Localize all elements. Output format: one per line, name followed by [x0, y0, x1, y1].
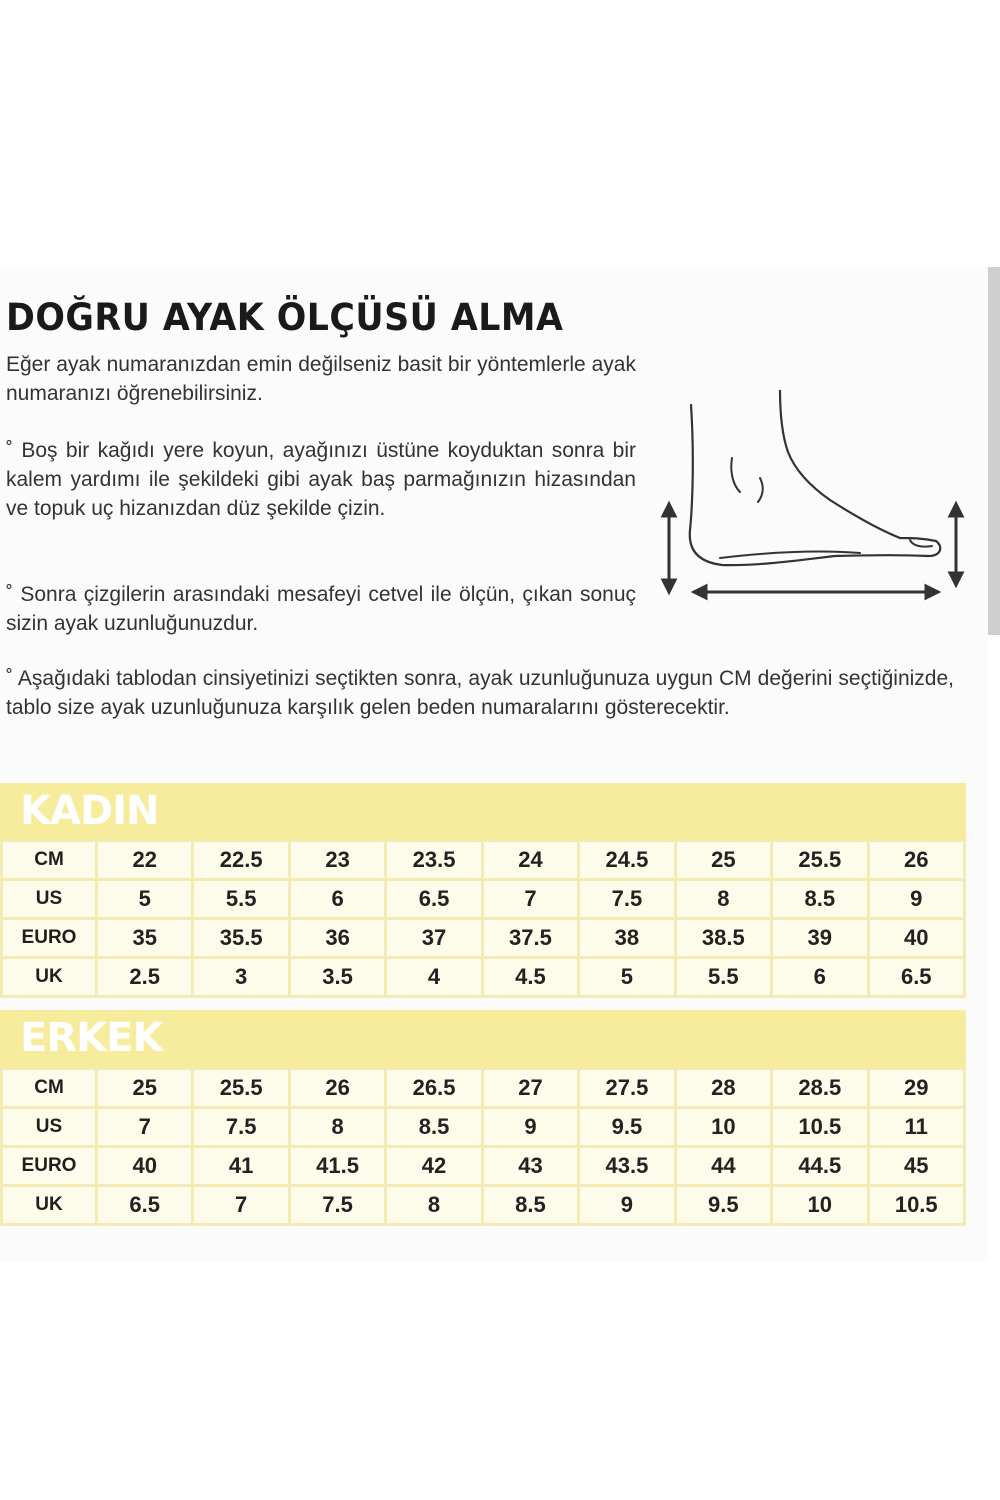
- table-cell: 41: [194, 1148, 287, 1184]
- table-cell: 6.5: [387, 881, 480, 917]
- table-cell: 9: [580, 1187, 673, 1223]
- table-cell: 38.5: [677, 920, 770, 956]
- vertical-arrow-icon: [950, 504, 962, 585]
- table-cell: 8: [677, 881, 770, 917]
- table-cell: 10: [677, 1109, 770, 1145]
- row-header: CM: [3, 1070, 95, 1106]
- table-cell: 6.5: [870, 959, 964, 995]
- row-header: EURO: [3, 920, 95, 956]
- vertical-arrow-icon: [663, 504, 675, 592]
- table-row: [3, 959, 963, 995]
- table-cell: 24.5: [580, 842, 673, 878]
- table-cell: 28: [677, 1070, 770, 1106]
- table-cell: 25.5: [773, 842, 866, 878]
- row-header: US: [3, 881, 95, 917]
- table-cell: 36: [291, 920, 384, 956]
- size-tables: [0, 783, 966, 1226]
- table-cell: 3.5: [291, 959, 384, 995]
- section-title: ERKEK: [20, 1015, 163, 1061]
- table-cell: 9.5: [677, 1187, 770, 1223]
- table-cell: 25.5: [194, 1070, 287, 1106]
- table-cell: 2.5: [98, 959, 191, 995]
- size-table-erkek: [0, 1067, 966, 1226]
- foot-measure-illustration: [660, 390, 972, 605]
- table-cell: 24: [484, 842, 577, 878]
- table-cell: 45: [870, 1148, 964, 1184]
- table-cell: 6: [291, 881, 384, 917]
- table-cell: 8: [387, 1187, 480, 1223]
- table-cell: 9.5: [580, 1109, 673, 1145]
- table-cell: 37: [387, 920, 480, 956]
- table-cell: 4: [387, 959, 480, 995]
- intro-text: Eğer ayak numaranızdan emin değilseniz basit bir yöntemlerle ayak numaranızı öğrenebilirsiniz.: [6, 353, 636, 405]
- table-cell: 9: [484, 1109, 577, 1145]
- table-cell: 44.5: [773, 1148, 866, 1184]
- table-cell: 7.5: [194, 1109, 287, 1145]
- table-row: [3, 881, 963, 917]
- table-cell: 27.5: [580, 1070, 673, 1106]
- table-cell: 22: [98, 842, 191, 878]
- table-cell: 43.5: [580, 1148, 673, 1184]
- table-cell: 11: [870, 1109, 964, 1145]
- row-header: CM: [3, 842, 95, 878]
- table-cell: 7: [484, 881, 577, 917]
- table-cell: 5.5: [194, 881, 287, 917]
- table-cell: 5.5: [677, 959, 770, 995]
- row-header: EURO: [3, 1148, 95, 1184]
- table-cell: 27: [484, 1070, 577, 1106]
- table-row: [3, 1109, 963, 1145]
- table-cell: 10: [773, 1187, 866, 1223]
- table-row: [3, 842, 963, 878]
- table-cell: 40: [870, 920, 964, 956]
- page-title: DOĞRU AYAK ÖLÇÜSÜ ALMA: [6, 296, 564, 339]
- table-row: [3, 1187, 963, 1223]
- scrollbar[interactable]: [988, 267, 1000, 635]
- table-cell: 23.5: [387, 842, 480, 878]
- table-cell: 26.5: [387, 1070, 480, 1106]
- table-cell: 42: [387, 1148, 480, 1184]
- section-header-kadin: [0, 783, 966, 839]
- table-cell: 6.5: [98, 1187, 191, 1223]
- table-cell: 7: [194, 1187, 287, 1223]
- table-cell: 7.5: [580, 881, 673, 917]
- table-row: [3, 1070, 963, 1106]
- table-cell: 25: [98, 1070, 191, 1106]
- table-cell: 38: [580, 920, 673, 956]
- section-header-erkek: [0, 1010, 966, 1067]
- table-cell: 5: [580, 959, 673, 995]
- table-cell: 7.5: [291, 1187, 384, 1223]
- instruction-step-2: ˚ Sonra çizgilerin arasındaki mesafeyi cetvel ile ölçün, çıkan sonuç sizin ayak uzunluğunuzdur.: [6, 583, 636, 635]
- row-header: UK: [3, 1187, 95, 1223]
- table-cell: 37.5: [484, 920, 577, 956]
- table-cell: 23: [291, 842, 384, 878]
- table-cell: 8.5: [387, 1109, 480, 1145]
- table-row: [3, 1148, 963, 1184]
- table-cell: 26: [870, 842, 964, 878]
- table-cell: 8: [291, 1109, 384, 1145]
- horizontal-arrow-icon: [694, 586, 938, 598]
- table-cell: 35.5: [194, 920, 287, 956]
- instruction-step-3: ˚ Aşağıdaki tablodan cinsiyetinizi seçtikten sonra, ayak uzunluğunuza uygun CM değerini seçtiğinizde, tablo size ayak uzunluğunuza karşılık gelen beden numaralarını gösterecektir.: [6, 667, 954, 719]
- table-cell: 3: [194, 959, 287, 995]
- row-header: UK: [3, 959, 95, 995]
- table-cell: 7: [98, 1109, 191, 1145]
- instruction-step-1: ˚ Boş bir kağıdı yere koyun, ayağınızı üstüne koyduktan sonra bir kalem yardımı ile şekildeki gibi ayak baş parmağınızın hizasından ve topuk uç hizanızdan düz şekilde çizin.: [6, 439, 636, 520]
- table-cell: 22.5: [194, 842, 287, 878]
- table-cell: 9: [870, 881, 964, 917]
- section-title: KADIN: [20, 788, 159, 834]
- table-cell: 26: [291, 1070, 384, 1106]
- table-cell: 8.5: [484, 1187, 577, 1223]
- table-cell: 6: [773, 959, 866, 995]
- size-table-kadin: [0, 839, 966, 998]
- table-cell: 43: [484, 1148, 577, 1184]
- row-header: US: [3, 1109, 95, 1145]
- table-cell: 25: [677, 842, 770, 878]
- table-cell: 28.5: [773, 1070, 866, 1106]
- table-row: [3, 920, 963, 956]
- table-cell: 4.5: [484, 959, 577, 995]
- foot-outline-icon: [690, 390, 940, 565]
- table-cell: 44: [677, 1148, 770, 1184]
- table-cell: 35: [98, 920, 191, 956]
- table-cell: 29: [870, 1070, 964, 1106]
- table-cell: 40: [98, 1148, 191, 1184]
- table-cell: 39: [773, 920, 866, 956]
- table-cell: 10.5: [773, 1109, 866, 1145]
- table-cell: 5: [98, 881, 191, 917]
- table-cell: 10.5: [870, 1187, 964, 1223]
- table-cell: 8.5: [773, 881, 866, 917]
- table-cell: 41.5: [291, 1148, 384, 1184]
